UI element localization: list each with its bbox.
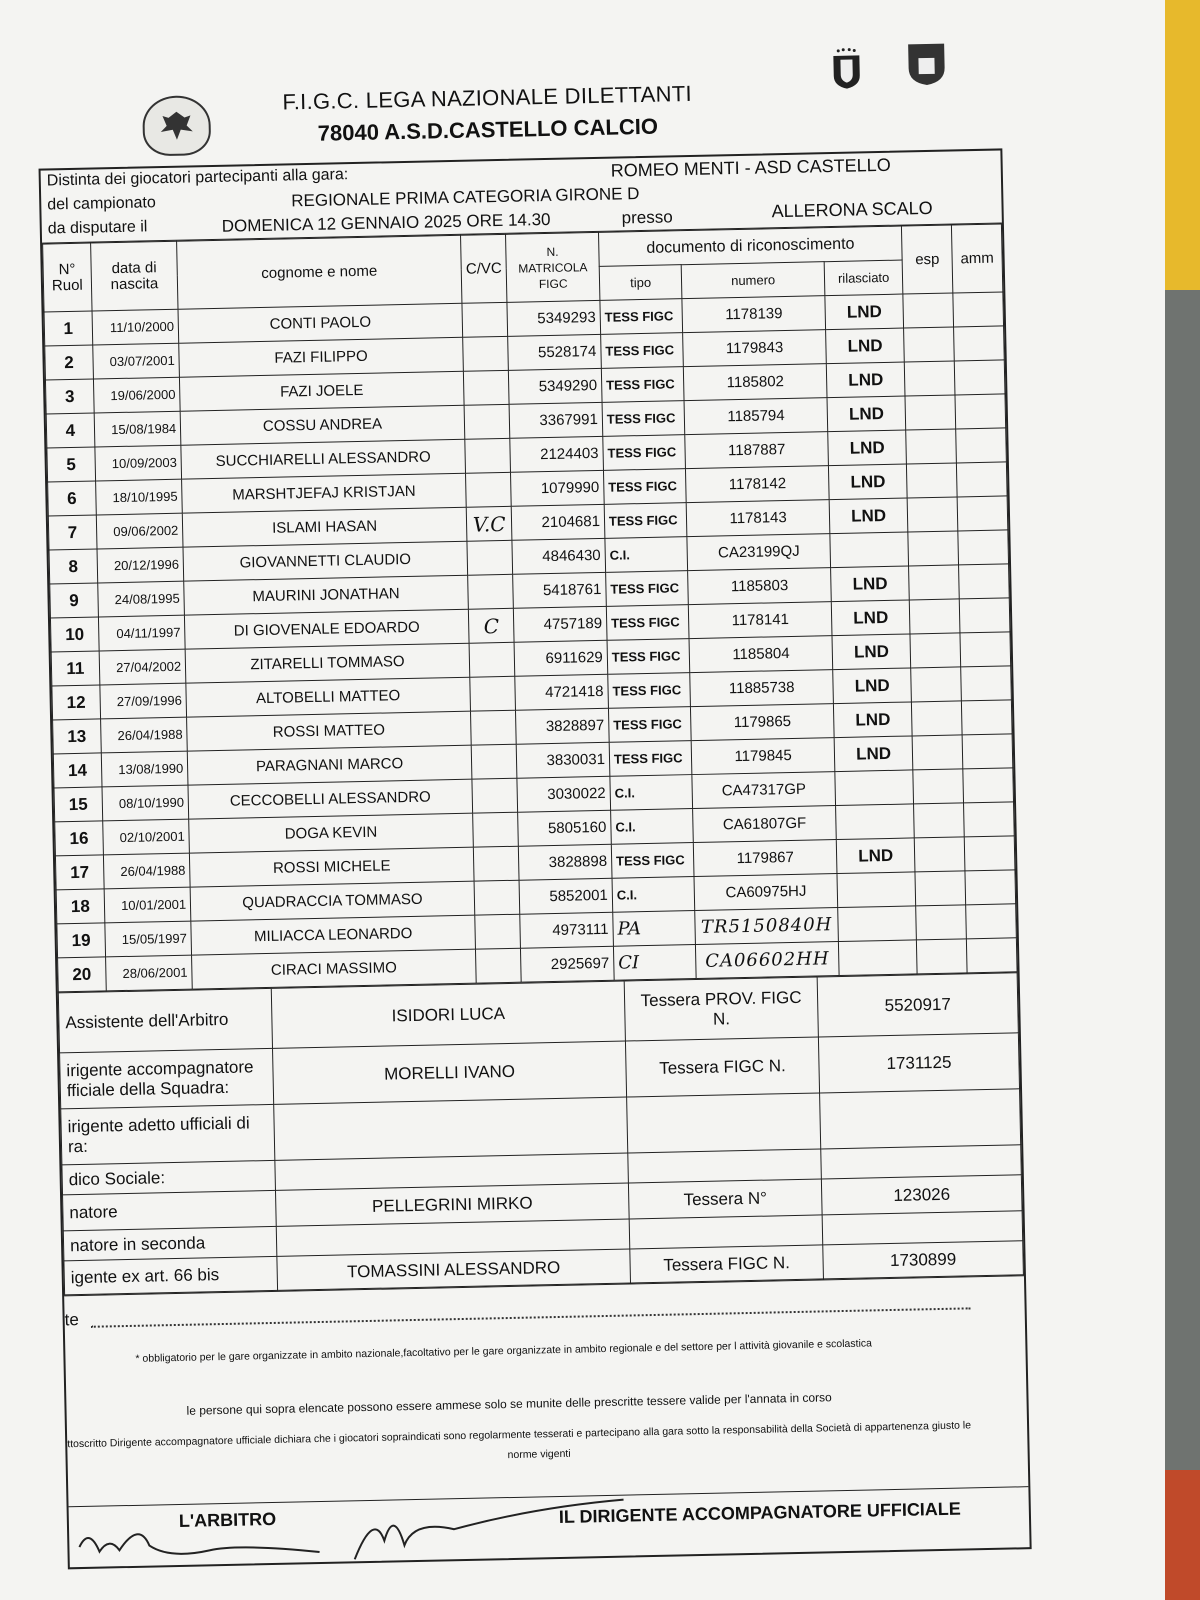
player-name: ROSSI MATTEO [187, 711, 471, 751]
num: 5 [47, 447, 95, 482]
num: 1 [44, 311, 92, 346]
staff-name [274, 1097, 628, 1160]
player-name: GIOVANNETTI CLAUDIO [183, 541, 467, 581]
doc-rilasciato: LND [831, 566, 910, 602]
matricola: 5805160 [518, 810, 611, 846]
matricola: 3828898 [519, 844, 612, 880]
doc-tipo: C.I. [610, 775, 693, 811]
col-tipo: tipo [599, 265, 682, 301]
doc-rilasciato [835, 770, 914, 806]
amm-cell [966, 938, 1017, 973]
tessera-label: Tessera PROV. FIGC N. [624, 977, 818, 1041]
document-content [0, 74, 1033, 1570]
doc-numero: 1178139 [682, 296, 825, 333]
amm-cell [958, 530, 1009, 565]
doc-tipo: TESS FIGC [603, 469, 686, 505]
doc-tipo: CI [613, 945, 696, 981]
amm-cell [957, 496, 1008, 531]
doc-numero: CA06602HH [696, 942, 839, 979]
doc-numero: 1178141 [689, 602, 832, 639]
player-name: ZITARELLI TOMMASO [185, 643, 469, 683]
num: 2 [45, 345, 93, 380]
doc-tipo: TESS FIGC [600, 299, 683, 335]
num: 17 [55, 855, 103, 890]
birth-date: 10/09/2003 [95, 445, 182, 481]
tessera-label: Tessera N° [628, 1179, 822, 1219]
matricola: 4846430 [512, 538, 605, 574]
birth-date: 10/01/2001 [104, 887, 191, 923]
player-name: PARAGNANI MARCO [187, 745, 471, 785]
footer-note-4: norme vigenti [507, 1447, 571, 1462]
dirigente-label: IL DIRIGENTE ACCOMPAGNATORE UFFICIALE [558, 1498, 962, 1528]
doc-rilasciato: LND [833, 668, 912, 704]
captain-mark [462, 336, 508, 371]
federation-title: F.I.G.C. LEGA NAZIONALE DILETTANTI [282, 80, 693, 115]
doc-rilasciato: LND [828, 430, 907, 466]
tessera-number [820, 1089, 1021, 1149]
captain-mark [474, 880, 520, 915]
birth-date: 26/04/1988 [100, 717, 187, 753]
amm-cell [966, 904, 1017, 939]
doc-numero: CA23199QJ [687, 534, 830, 571]
col-documento: documento di riconoscimento [598, 226, 902, 266]
matricola: 5852001 [519, 878, 612, 914]
captain-mark [475, 914, 521, 949]
birth-date: 02/10/2001 [102, 819, 189, 855]
amm-cell [954, 360, 1005, 395]
doc-rilasciato: LND [828, 464, 907, 500]
matricola: 5418761 [513, 572, 606, 608]
esp-cell [905, 361, 956, 396]
doc-rilasciato: LND [826, 328, 905, 364]
doc-tipo: PA [613, 911, 696, 947]
doc-numero: 1178143 [686, 500, 829, 537]
label-distinta: Distinta dei giocatori partecipanti alla gara: [46, 166, 349, 190]
captain-mark [470, 676, 516, 711]
tessera-number: 123026 [821, 1175, 1022, 1215]
player-name: DOGA KEVIN [189, 813, 473, 853]
captain-mark [467, 574, 513, 609]
captain-mark [463, 370, 509, 405]
doc-numero: 1179843 [683, 330, 826, 367]
club-title: 78040 A.S.D.CASTELLO CALCIO [317, 113, 659, 146]
col-cvc: C/VC [460, 234, 507, 303]
matricola: 3830031 [517, 742, 610, 778]
amm-cell [954, 326, 1005, 361]
footer-note-2: le persone qui sopra elencate possono essere ammese solo se munite delle prescritte tessere valide per l'annata in corso [186, 1390, 832, 1418]
esp-cell [912, 735, 963, 770]
matricola: 3828897 [516, 708, 609, 744]
doc-tipo: TESS FIGC [601, 333, 684, 369]
staff-name: TOMASSINI ALESSANDRO [277, 1249, 631, 1290]
matricola: 3367991 [509, 402, 602, 438]
player-name: FAZI JOELE [180, 371, 464, 411]
doc-rilasciato: LND [836, 838, 915, 874]
esp-cell [915, 871, 966, 906]
esp-cell [910, 599, 961, 634]
doc-rilasciato [830, 532, 909, 568]
doc-numero: 1187887 [685, 432, 828, 469]
tessera-label [627, 1093, 821, 1153]
doc-numero: 1179867 [694, 840, 837, 877]
num: 9 [50, 583, 98, 618]
esp-cell [915, 837, 966, 872]
esp-cell [916, 905, 967, 940]
esp-cell [904, 327, 955, 362]
matricola: 2925697 [521, 946, 614, 982]
doc-numero: 1179845 [691, 738, 834, 775]
captain-mark: V.C [466, 506, 512, 541]
tessera-label [629, 1215, 823, 1249]
match-name: ROMEO MENTI - ASD CASTELLO [610, 154, 891, 181]
captain-mark [462, 302, 508, 337]
staff-role: irigente accompagnatore fficiale della Squadra: [60, 1048, 274, 1108]
matricola: 3030022 [517, 776, 610, 812]
amm-cell [962, 734, 1013, 769]
campionato-value: REGIONALE PRIMA CATEGORIA GIRONE D [291, 184, 640, 211]
num: 15 [54, 787, 102, 822]
staff-role: irigente adetto ufficiali di ra: [61, 1104, 275, 1164]
birth-date: 28/06/2001 [105, 955, 192, 991]
matricola: 4721418 [515, 674, 608, 710]
captain-mark [470, 710, 516, 745]
amm-cell [955, 394, 1006, 429]
esp-cell [912, 701, 963, 736]
esp-cell [911, 667, 962, 702]
doc-numero: 1178142 [686, 466, 829, 503]
dotted-line [91, 1305, 971, 1327]
doc-tipo: TESS FIGC [602, 401, 685, 437]
amm-cell [964, 836, 1015, 871]
tessera-label [628, 1149, 822, 1183]
col-name: cognome e nome [177, 235, 462, 309]
player-name: DI GIOVENALE EDOARDO [185, 609, 469, 649]
num: 6 [48, 481, 96, 516]
doc-rilasciato: LND [826, 362, 905, 398]
amm-cell [964, 802, 1015, 837]
amm-cell [959, 564, 1010, 599]
doc-numero: 1185802 [684, 364, 827, 401]
staff-role: natore [63, 1190, 277, 1230]
staff-name: MORELLI IVANO [273, 1041, 627, 1104]
birth-date: 27/04/2002 [99, 649, 186, 685]
club-crest-logo [142, 95, 211, 156]
captain-mark [467, 540, 513, 575]
figc-shield-icon [831, 47, 862, 90]
arbitro-label: L'ARBITRO [178, 1508, 277, 1531]
col-esp: esp [902, 225, 953, 294]
birth-date: 27/09/1996 [100, 683, 187, 719]
doc-tipo: TESS FIGC [604, 503, 687, 539]
birth-date: 13/08/1990 [101, 751, 188, 787]
matricola: 1079990 [511, 470, 604, 506]
doc-tipo: C.I. [612, 877, 695, 913]
esp-cell [913, 769, 964, 804]
footer-te: te [64, 1310, 80, 1330]
player-name: CIRACI MASSIMO [192, 949, 476, 989]
doc-rilasciato: LND [827, 396, 906, 432]
matricola: 4757189 [514, 606, 607, 642]
num: 12 [52, 685, 100, 720]
player-name: SUCCHIARELLI ALESSANDRO [181, 439, 465, 479]
birth-date: 15/08/1984 [94, 411, 181, 447]
esp-cell [914, 803, 965, 838]
captain-mark [464, 404, 510, 439]
num: 11 [51, 651, 99, 686]
data-value: DOMENICA 12 GENNAIO 2025 ORE 14.30 [221, 209, 551, 236]
matricola: 5349293 [507, 300, 600, 336]
staff-role: Assistente dell'Arbitro [58, 988, 272, 1052]
tessera-number [822, 1211, 1023, 1245]
matricola: 4973111 [520, 912, 613, 948]
captain-mark [471, 744, 517, 779]
doc-rilasciato: LND [832, 634, 911, 670]
doc-tipo: TESS FIGC [606, 605, 689, 641]
matricola: 2124403 [510, 436, 603, 472]
num: 8 [49, 549, 97, 584]
matricola: 5528174 [508, 334, 601, 370]
num: 10 [50, 617, 98, 652]
amm-cell [959, 598, 1010, 633]
esp-cell [905, 395, 956, 430]
num: 4 [46, 413, 94, 448]
birth-date: 18/10/1995 [95, 479, 182, 515]
captain-mark [475, 948, 521, 983]
doc-tipo: TESS FIGC [606, 571, 689, 607]
birth-date: 24/08/1995 [98, 581, 185, 617]
num: 13 [53, 719, 101, 754]
matricola: 6911629 [514, 640, 607, 676]
esp-cell [906, 429, 957, 464]
captain-mark [472, 812, 518, 847]
player-name: CONTI PAOLO [178, 303, 462, 343]
footer-note-3: ttoscritto Dirigente accompagnatore ufficiale dichiara che i giocatori sopraindicati sono regolarmente tesserati e partecipano alla gara sotto la responsabilità della Società di appartenenza giusto le [67, 1419, 972, 1451]
player-rows [44, 292, 1017, 992]
player-name: MAURINI JONATHAN [184, 575, 468, 615]
doc-numero: 1185803 [688, 568, 831, 605]
captain-mark [465, 472, 511, 507]
doc-tipo: TESS FIGC [603, 435, 686, 471]
staff-role: igente ex art. 66 bis [64, 1256, 278, 1294]
amm-cell [957, 462, 1008, 497]
tessera-number [821, 1145, 1022, 1179]
doc-numero: CA47317GP [692, 772, 835, 809]
birth-date: 03/07/2001 [93, 343, 180, 379]
esp-cell [909, 565, 960, 600]
doc-numero: CA60975HJ [694, 874, 837, 911]
col-numero: numero [681, 262, 824, 299]
doc-numero: 1185794 [684, 398, 827, 435]
num: 18 [56, 889, 104, 924]
birth-date: 08/10/1990 [102, 785, 189, 821]
doc-tipo: TESS FIGC [611, 843, 694, 879]
doc-tipo: C.I. [611, 809, 694, 845]
col-amm: amm [952, 224, 1003, 293]
esp-cell [907, 497, 958, 532]
birth-date: 26/04/1988 [103, 853, 190, 889]
player-name: MARSHTJEFAJ KRISTJAN [182, 473, 466, 513]
doc-rilasciato: LND [825, 294, 904, 330]
doc-numero: CA61807GF [693, 806, 836, 843]
doc-rilasciato: LND [834, 736, 913, 772]
birth-date: 11/10/2000 [92, 309, 179, 345]
birth-date: 15/05/1997 [105, 921, 192, 957]
col-num: N° Ruol [43, 243, 92, 312]
player-name: ISLAMI HASAN [182, 507, 466, 547]
doc-tipo: TESS FIGC [608, 673, 691, 709]
doc-tipo: TESS FIGC [608, 707, 691, 743]
doc-numero: 11885738 [690, 670, 833, 707]
captain-mark [472, 778, 518, 813]
col-date: data di nascita [90, 241, 178, 311]
esp-cell [903, 293, 954, 328]
num: 14 [53, 753, 101, 788]
staff-role: natore in seconda [63, 1226, 277, 1260]
amm-cell [965, 870, 1016, 905]
staff-name: PELLEGRINI MIRKO [275, 1183, 629, 1226]
label-campionato: del campionato [47, 194, 156, 214]
matricola: 2104681 [512, 504, 605, 540]
doc-tipo: TESS FIGC [607, 639, 690, 675]
esp-cell [917, 939, 968, 974]
staff-role: dico Sociale: [62, 1160, 276, 1194]
esp-cell [907, 463, 958, 498]
doc-rilasciato [838, 940, 917, 976]
amm-cell [960, 632, 1011, 667]
amm-cell [956, 428, 1007, 463]
presso-value: ALLERONA SCALO [771, 197, 933, 222]
tessera-label: Tessera FIGC N. [625, 1037, 819, 1097]
birth-date: 09/06/2002 [96, 513, 183, 549]
doc-rilasciato [837, 872, 916, 908]
esp-cell [910, 633, 961, 668]
captain-mark: C [468, 608, 514, 643]
tessera-number: 1730899 [823, 1241, 1024, 1279]
birth-date: 04/11/1997 [98, 615, 185, 651]
amm-cell [961, 700, 1012, 735]
birth-date: 20/12/1996 [97, 547, 184, 583]
player-name: MILIACCA LEONARDO [191, 915, 475, 955]
matricola: 5349290 [509, 368, 602, 404]
staff-table [58, 972, 1024, 1295]
player-name: COSSU ANDREA [180, 405, 464, 445]
document-footer [64, 1275, 1028, 1506]
birth-date: 19/06/2000 [93, 377, 180, 413]
player-name: QUADRACCIA TOMMASO [190, 881, 474, 921]
captain-mark [465, 438, 511, 473]
num: 3 [45, 379, 93, 414]
tessera-number: 5520917 [817, 973, 1018, 1037]
player-name: ALTOBELLI MATTEO [186, 677, 470, 717]
label-data: da disputare il [47, 218, 148, 238]
captain-mark [469, 642, 515, 677]
player-name: FAZI FILIPPO [179, 337, 463, 377]
amm-cell [953, 292, 1004, 327]
distinta-frame [39, 148, 1032, 1569]
doc-tipo: C.I. [605, 537, 688, 573]
player-name: ROSSI MICHELE [190, 847, 474, 887]
esp-cell [908, 531, 959, 566]
num: 19 [57, 923, 105, 958]
num: 20 [58, 957, 106, 992]
amm-cell [961, 666, 1012, 701]
captain-mark [473, 846, 519, 881]
doc-rilasciato: LND [829, 498, 908, 534]
doc-numero: 1185804 [689, 636, 832, 673]
players-table [42, 223, 1017, 992]
col-matricola: N. MATRICOLA FIGC [506, 232, 600, 302]
doc-numero: TR5150840H [695, 908, 838, 945]
doc-numero: 1179865 [691, 704, 834, 741]
doc-rilasciato: LND [831, 600, 910, 636]
staff-name: ISIDORI LUCA [271, 981, 625, 1048]
col-rilasciato: rilasciato [824, 260, 903, 296]
lnd-shield-icon [906, 42, 947, 87]
footer-note-1: * obbligatorio per le gare organizzate in ambito nazionale,facoltativo per le gare organizzate in ambito regionale e del settore per l attività giovanile e scolastica [135, 1337, 873, 1365]
num: 7 [48, 515, 96, 550]
doc-rilasciato: LND [833, 702, 912, 738]
staff-rows [58, 973, 1023, 1295]
tessera-label: Tessera FIGC N. [630, 1245, 824, 1283]
player-name: CECCOBELLI ALESSANDRO [188, 779, 472, 819]
doc-rilasciato [836, 804, 915, 840]
doc-tipo: TESS FIGC [601, 367, 684, 403]
doc-tipo: TESS FIGC [609, 741, 692, 777]
doc-rilasciato [838, 906, 917, 942]
tessera-number: 1731125 [818, 1033, 1019, 1093]
label-presso: presso [621, 207, 673, 228]
amm-cell [963, 768, 1014, 803]
num: 16 [55, 821, 103, 856]
